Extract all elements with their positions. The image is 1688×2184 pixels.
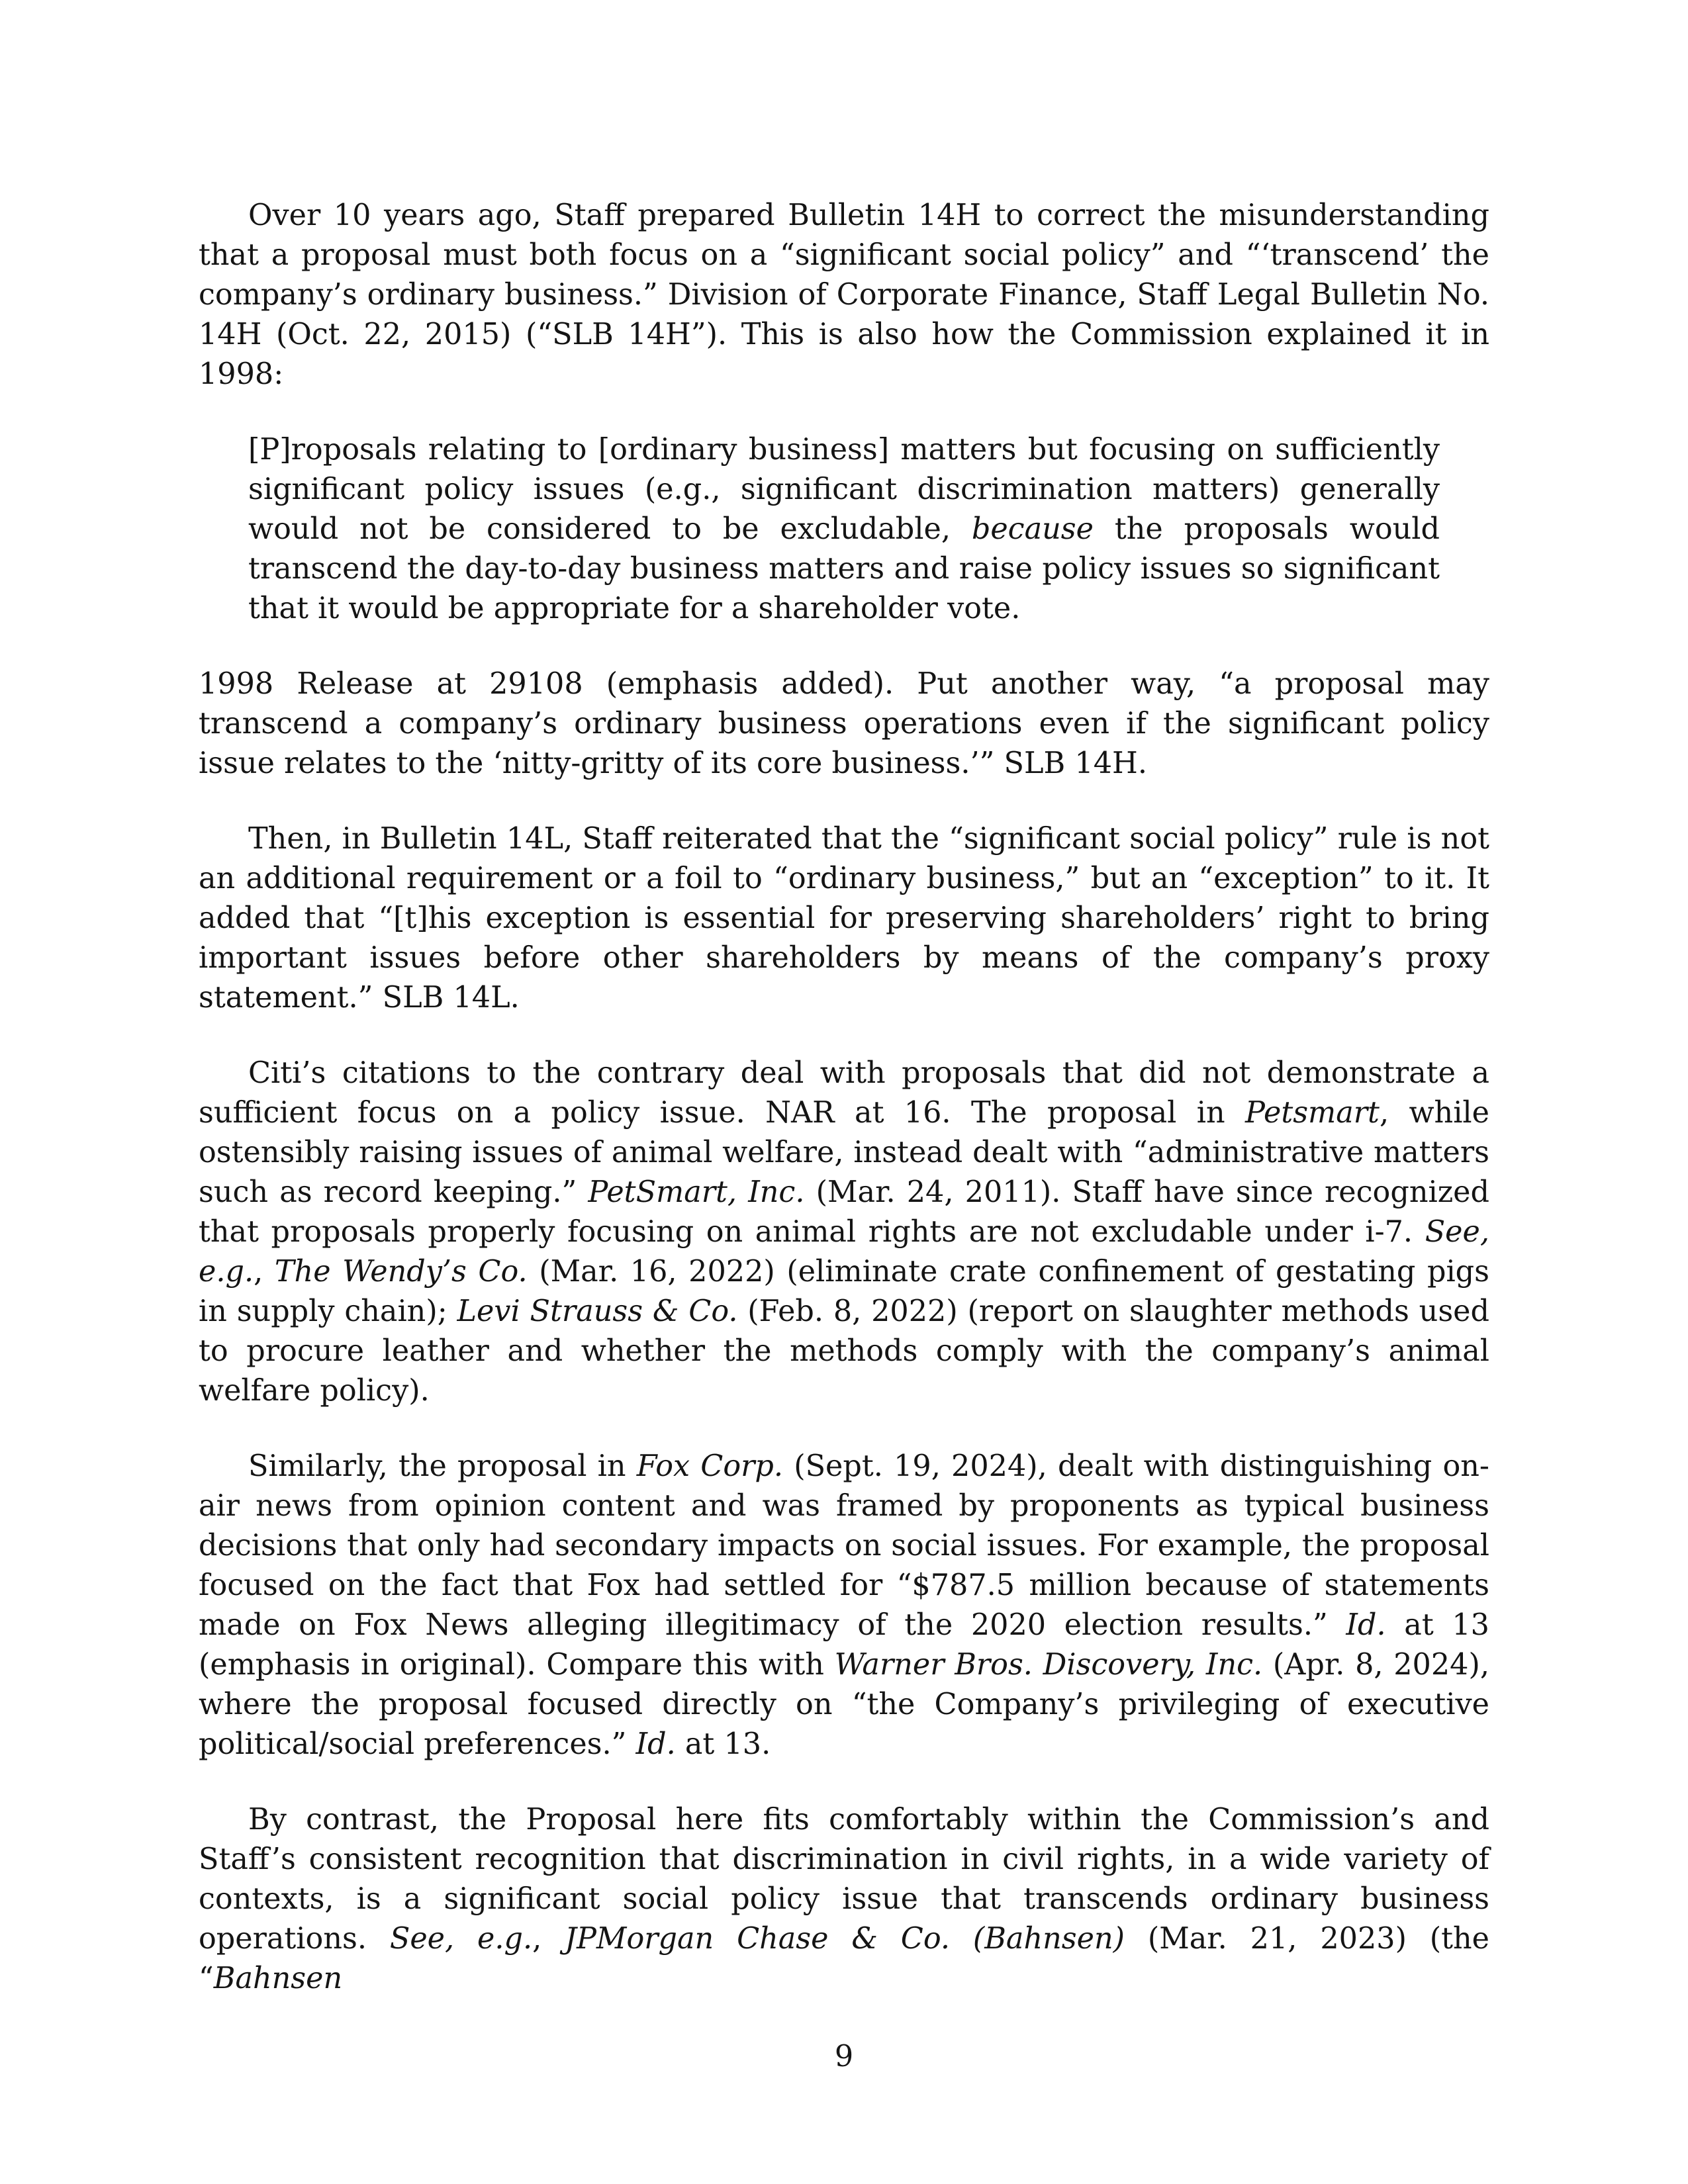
signal-text: See, e.g.	[389, 1922, 533, 1956]
signal-text: See, e.g.	[199, 1215, 1489, 1289]
text-run: Over 10 years ago, Staff prepared Bulletin 14H to correct the misunderstanding that a proposal must both focus on a “significant social policy” and “‘transcend’ the company’s ordinary business.” Division of Corporate Finance, Staff Legal Bulletin No. 14H (Oct. 22, 2015) (“SLB 14H”). This is also how the Commission explained it in 1998:	[199, 199, 1489, 391]
document-body	[199, 196, 1489, 2034]
case-name: Bahnsen	[213, 1962, 343, 1995]
text-run: , while ostensibly raising issues of animal welfare, instead dealt with “administrative matters such as record keeping.”	[199, 1096, 1489, 1209]
case-name: PetSmart, Inc.	[588, 1175, 805, 1209]
text-run: (Feb. 8, 2022) (report on slaughter methods used to procure leather and whether the methods comply with the company’s animal welfare policy).	[199, 1295, 1489, 1408]
text-run: Similarly, the proposal in	[248, 1449, 637, 1483]
case-name: Levi Strauss & Co.	[457, 1295, 738, 1328]
text-run: 1998 Release at 29108 (emphasis added). Put another way, “a proposal may transcend a company’s ordinary business operations even if the significant policy issue relates to the ‘nitty-gritty of its core business.’” SLB 14H.	[199, 667, 1489, 780]
citation-id: Id.	[1346, 1608, 1386, 1642]
case-name: Fox Corp.	[636, 1449, 784, 1483]
text-run: (Sept. 19, 2024), dealt with distinguishing on-air news from opinion content and was framed by proponents as typical business decisions that only had secondary impacts on social issues. For example, the proposal focused on the fact that Fox had settled for “$787.5 million because of statements made on Fox News alleging illegitimacy of the 2020 election results.”	[199, 1449, 1489, 1642]
text-run: (Mar. 16, 2022) (eliminate crate confinement of gestating pigs in supply chain);	[199, 1255, 1489, 1328]
text-run: at 13 (emphasis in original). Compare this with	[199, 1608, 1489, 1682]
text-run: (Apr. 8, 2024), where the proposal focused directly on “the Company’s privileging of executive political/social preferences.”	[199, 1648, 1489, 1761]
text-run: By contrast, the Proposal here fits comfortably within the Commission’s and Staff’s consistent recognition that discrimination in civil rights, in a wide variety of contexts, is a significant social policy issue that transcends ordinary business operations.	[199, 1803, 1489, 1956]
text-run: (Mar. 24, 2011). Staff have since recognized that proposals properly focusing on animal rights are not excludable under i-7.	[199, 1175, 1489, 1249]
text-run: Then, in Bulletin 14L, Staff reiterated that the “significant social policy” rule is not an additional requirement or a foil to “ordinary business,” but an “exception” to it. It added that “[t]his exception is essential for preserving shareholders’ right to bring important issues before other shareholders by means of the company’s proxy statement.” SLB 14L.	[199, 822, 1489, 1015]
text-run: the proposals would transcend the day-to-day business matters and raise policy issues so significant that it would be appropriate for a shareholder vote.	[248, 512, 1440, 625]
page-number: 9	[834, 2040, 854, 2073]
emphasis-text: because	[971, 512, 1094, 546]
case-name: Petsmart	[1245, 1096, 1380, 1130]
paragraph-bulletin-14h	[199, 196, 1489, 394]
paragraph-citi-citations	[199, 1054, 1489, 1411]
text-run: (Mar. 21, 2023) (the “	[199, 1922, 1490, 1995]
paragraph-by-contrast	[199, 1800, 1489, 1999]
case-name: JPMorgan Chase & Co. (Bahnsen)	[565, 1922, 1125, 1956]
case-name: The Wendy’s Co.	[274, 1255, 528, 1289]
text-run: [P]roposals relating to [ordinary business] matters but focusing on sufficiently significant policy issues (e.g., significant discrimination matters) generally would not be considered to be excludable,	[248, 433, 1440, 546]
paragraph-fox-corp	[199, 1447, 1489, 1764]
citation-id: Id.	[635, 1727, 676, 1761]
text-run: ,	[254, 1255, 275, 1289]
text-run: at 13.	[675, 1727, 771, 1761]
text-run: Citi’s citations to the contrary deal with proposals that did not demonstrate a sufficient focus on a policy issue. NAR at 16. The proposal in	[199, 1056, 1489, 1130]
paragraph-bulletin-14l	[199, 819, 1489, 1018]
block-quote-1998-release	[248, 430, 1440, 629]
case-name: Warner Bros. Discovery, Inc.	[834, 1648, 1263, 1682]
text-run: ,	[532, 1922, 565, 1956]
paragraph-1998-release	[199, 664, 1489, 784]
